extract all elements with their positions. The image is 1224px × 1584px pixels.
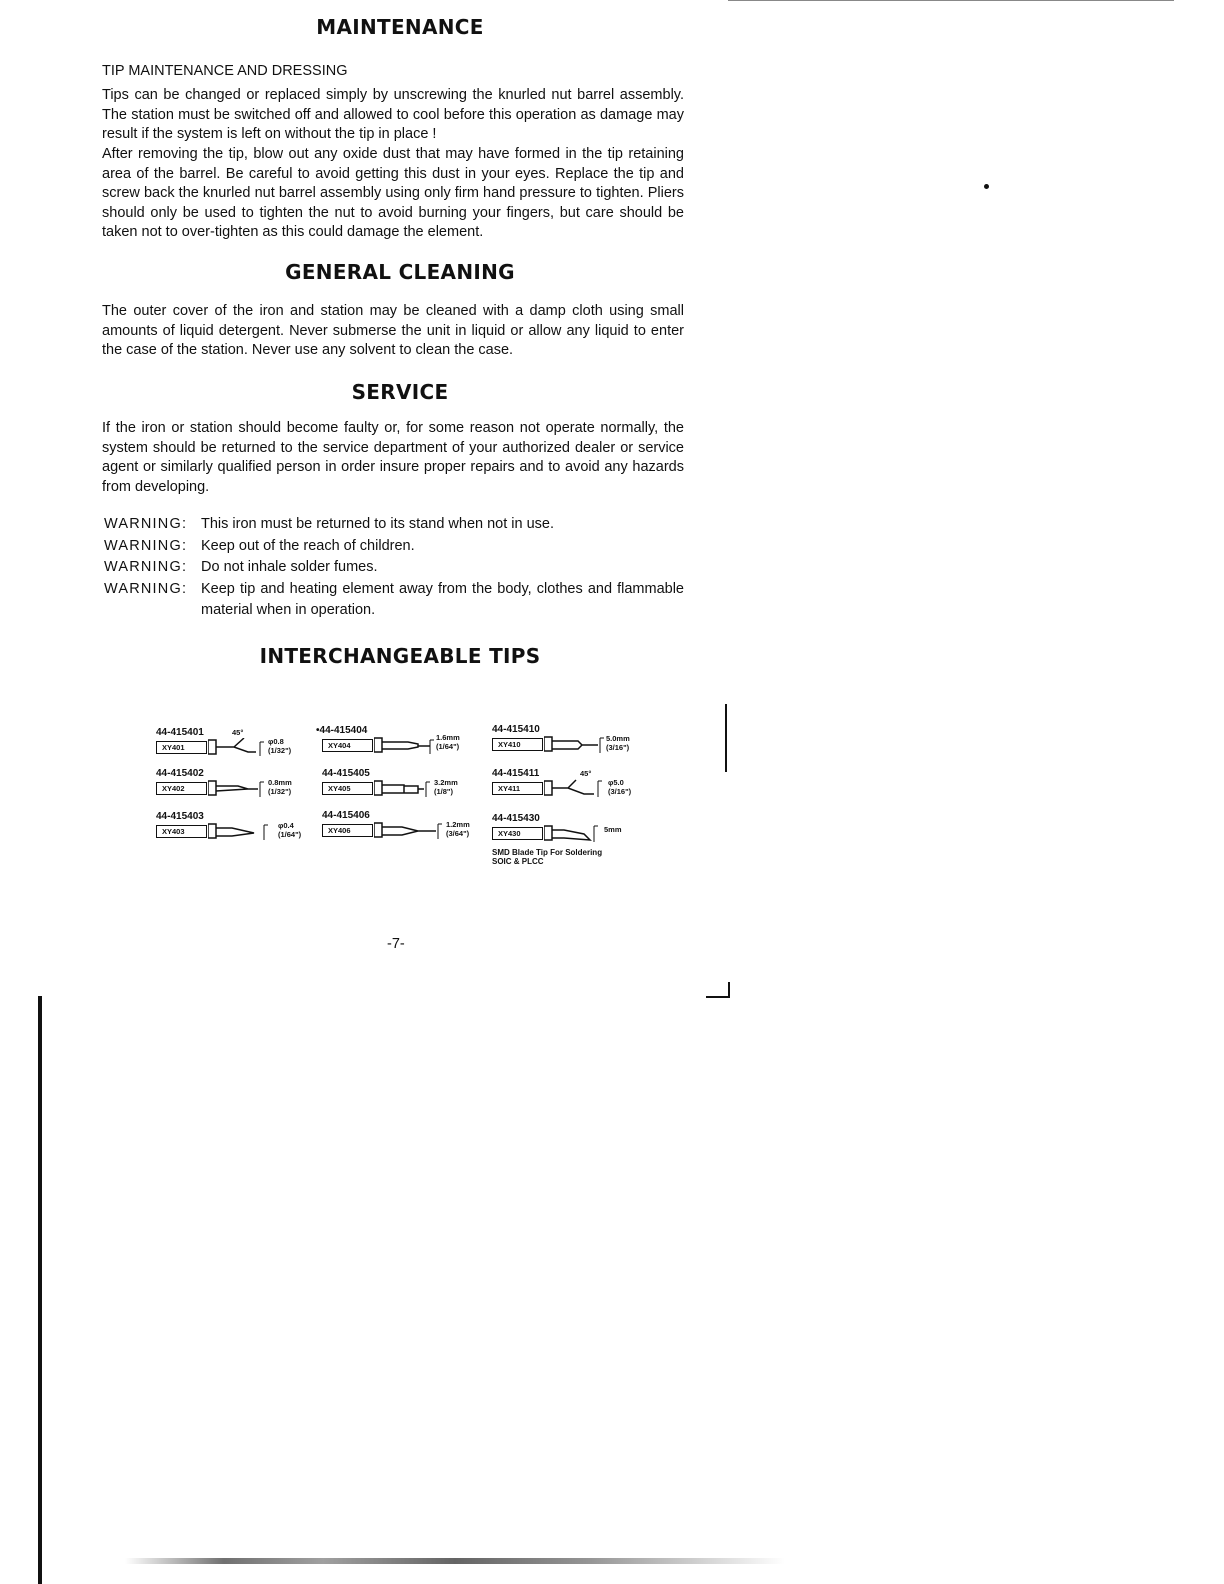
warning-label: WARNING: bbox=[104, 580, 188, 597]
tip-part-number: 44-415402 bbox=[156, 768, 204, 779]
tip-item bbox=[322, 810, 492, 843]
tip-dimension-inch: (1/64") bbox=[278, 830, 302, 839]
tip-part-number: 44-415405 bbox=[322, 768, 370, 779]
tip-item bbox=[492, 768, 662, 801]
scan-speck bbox=[984, 184, 989, 189]
smd-tip-note-line: SMD Blade Tip For Soldering bbox=[492, 848, 603, 857]
service-title: SERVICE bbox=[351, 380, 449, 404]
tip-item bbox=[492, 724, 662, 757]
tip-dimension-inch: (3/64") bbox=[446, 829, 470, 838]
warning-label: WARNING: bbox=[104, 516, 188, 532]
tip-model-label: XY401 bbox=[156, 741, 207, 754]
tip-model-label: XY403 bbox=[156, 825, 207, 838]
tip-part-number: 44-415403 bbox=[156, 811, 204, 822]
tip-shape-icon bbox=[208, 779, 308, 801]
tip-item bbox=[156, 811, 326, 844]
tip-model-label: XY411 bbox=[492, 782, 543, 795]
tip-item bbox=[156, 727, 326, 760]
tip-part-number: 44-415430 bbox=[492, 813, 540, 824]
tip-dimension-inch: (1/32") bbox=[268, 746, 292, 755]
tip-dimension: φ0.8 bbox=[268, 737, 284, 746]
tip-item bbox=[322, 768, 492, 801]
tip-dimension-inch: (3/16") bbox=[606, 743, 630, 752]
tip-model-label: XY406 bbox=[322, 824, 373, 837]
tip-angle: 45° bbox=[580, 769, 592, 778]
maintenance-paragraph-1: Tips can be changed or replaced simply by unscrewing the knurled nut barrel assembly. The station must be switched off and allowed to cool before this operation as damage may result if the system is left on without the tip in place ! bbox=[102, 87, 684, 143]
tip-dimension: 1.2mm bbox=[446, 820, 470, 829]
tip-dimension: φ0.4 bbox=[278, 821, 294, 830]
tip-model-label: XY405 bbox=[322, 782, 373, 795]
tip-part-number: 44-415410 bbox=[492, 724, 540, 735]
smd-tip-note-line: SOIC & PLCC bbox=[492, 857, 544, 866]
warnings-list bbox=[104, 514, 684, 622]
scan-mark bbox=[706, 982, 730, 998]
warning-text: Keep out of the reach of children. bbox=[201, 537, 415, 554]
page-number: -7- bbox=[387, 936, 405, 952]
tip-shape-icon bbox=[374, 779, 484, 801]
tip-shape-icon bbox=[374, 733, 484, 758]
maintenance-title: MAINTENANCE bbox=[316, 15, 484, 39]
tip-dimension-inch: (1/64") bbox=[436, 742, 460, 751]
tip-dimension: φ5.0 bbox=[608, 778, 624, 787]
warning-text: Keep tip and heating element away from the body, clothes and flammable material when in operation. bbox=[201, 580, 684, 619]
tip-drawing bbox=[156, 822, 326, 844]
tip-part-number: •44-415404 bbox=[316, 725, 368, 736]
tip-dimension-inch: (1/32") bbox=[268, 787, 292, 796]
tip-drawing bbox=[492, 824, 662, 846]
warning-text: This iron must be returned to its stand when not in use. bbox=[201, 516, 555, 532]
scan-left-edge bbox=[38, 996, 42, 1584]
tip-drawing bbox=[316, 733, 486, 758]
tip-dimension: 1.6mm bbox=[436, 733, 460, 742]
tip-dimension-inch: (1/8") bbox=[434, 787, 453, 796]
tip-model-label: XY404 bbox=[322, 739, 373, 752]
maintenance-subtitle: TIP MAINTENANCE AND DRESSING bbox=[102, 63, 348, 79]
tip-dimension-inch: (3/16") bbox=[608, 787, 632, 796]
tip-model-label: XY402 bbox=[156, 782, 207, 795]
smd-tip-note bbox=[492, 848, 602, 866]
tip-model-label: XY430 bbox=[492, 827, 543, 840]
tip-dimension: 3.2mm bbox=[434, 778, 458, 787]
general-cleaning-paragraph: The outer cover of the iron and station may be cleaned with a damp cloth using small amounts of liquid detergent. Never submerse the unit in liquid or allow any liquid to enter the case of the station. Never use any solvent to clean the case. bbox=[102, 303, 684, 359]
tip-angle: 45° bbox=[232, 728, 244, 737]
tip-dimension: 5.0mm bbox=[606, 734, 630, 743]
tip-item bbox=[156, 768, 326, 801]
tip-drawing bbox=[322, 821, 492, 843]
warning-row bbox=[104, 514, 684, 536]
tip-item bbox=[492, 813, 662, 846]
tip-part-number: 44-415401 bbox=[156, 727, 204, 738]
warning-row bbox=[104, 579, 684, 622]
tip-shape-icon bbox=[544, 735, 654, 757]
tip-drawing bbox=[492, 735, 662, 757]
tip-dimension: 0.8mm bbox=[268, 778, 292, 787]
scan-bottom-edge bbox=[125, 1558, 785, 1564]
tip-part-number: 44-415411 bbox=[492, 768, 540, 779]
interchangeable-tips-title: INTERCHANGEABLE TIPS bbox=[259, 644, 541, 668]
tip-dimension: 5mm bbox=[604, 825, 622, 834]
warning-row bbox=[104, 536, 684, 558]
general-cleaning-title: GENERAL CLEANING bbox=[285, 260, 515, 284]
tip-shape-icon bbox=[544, 824, 654, 846]
warning-label: WARNING: bbox=[104, 559, 188, 576]
scan-edge-mark bbox=[725, 704, 727, 772]
scan-edge-line bbox=[728, 0, 1174, 1]
tip-model-label: XY410 bbox=[492, 738, 543, 751]
warning-text: Do not inhale solder fumes. bbox=[201, 559, 378, 576]
tip-item bbox=[316, 725, 486, 758]
warning-label: WARNING: bbox=[104, 537, 188, 554]
tip-drawing bbox=[156, 779, 326, 801]
maintenance-paragraph-2: After removing the tip, blow out any oxide dust that may have formed in the tip retaining area of the barrel. Be careful to avoid getting this dust in your eyes. Replace the tip and screw back the knurled nut barrel assembly using only firm hand pressure to tighten. Pliers should only be used to tighten the nut to avoid burning your fingers, but care should be taken not to over-tighten as this could damage the element. bbox=[102, 146, 684, 241]
tip-shape-icon bbox=[544, 779, 654, 801]
tip-shape-icon bbox=[208, 738, 308, 760]
service-paragraph: If the iron or station should become faulty or, for some reason not operate normally, the system should be returned to the service department of your authorized dealer or service agent or similarly qualified person in order insure proper repairs and to avoid any hazards from developing. bbox=[102, 420, 684, 495]
warning-row bbox=[104, 557, 684, 579]
tip-part-number: 44-415406 bbox=[322, 810, 370, 821]
tip-drawing bbox=[322, 779, 492, 801]
